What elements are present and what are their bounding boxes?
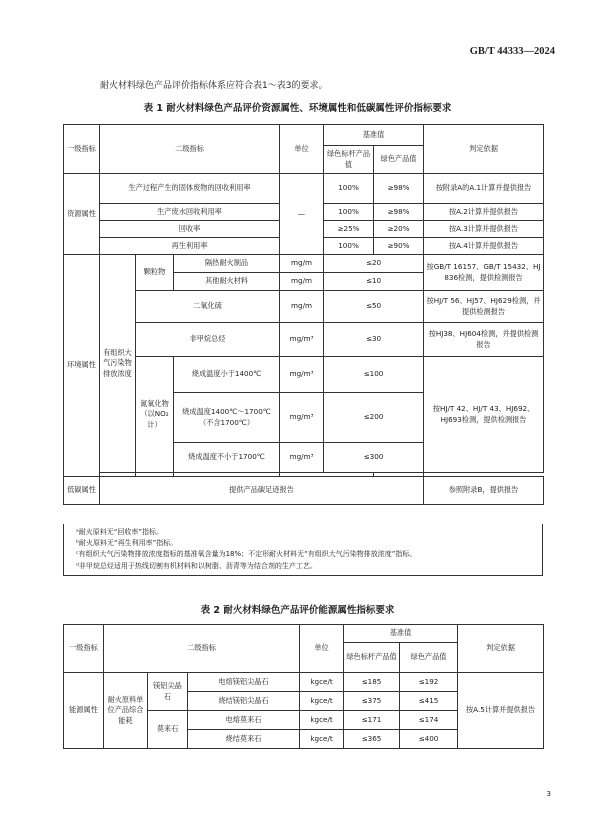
indicator: 再生利用率	[100, 238, 280, 255]
particle-label: 颗粒物	[136, 255, 174, 291]
unit: mg/m³	[280, 393, 324, 443]
basis: 按A.4计算并提供报告	[424, 238, 544, 255]
table1-caption: 表 1 耐火材料绿色产品评价资源属性、环境属性和低碳属性评价指标要求	[143, 103, 452, 114]
emission-label: 有组织大气污染物排放浓度	[100, 255, 136, 473]
indicator: 提供产品碳足迹报告	[100, 477, 424, 505]
basis: 按HJ38、HJ604检测，并提供检测报告	[424, 323, 544, 357]
header-bench: 绿色标杆产品值	[344, 643, 400, 673]
value: ≤20	[324, 255, 424, 273]
header-level2: 二级指标	[100, 125, 280, 174]
spinel-label: 镁铝尖晶石	[148, 673, 188, 711]
indicator: 回收率	[100, 221, 280, 238]
green-value: ≥98%	[374, 174, 424, 204]
unit: mg/m³	[280, 323, 324, 357]
green-value: ≥98%	[374, 204, 424, 221]
green-value: ≤192	[400, 673, 458, 692]
unit: mg/m³	[280, 443, 324, 473]
indicator: 非甲烷总烃	[136, 323, 280, 357]
unit: kgce/t	[300, 692, 344, 711]
unit: mg/m	[280, 255, 324, 273]
unit: mg/m	[280, 273, 324, 291]
bench-value: 100%	[324, 238, 374, 255]
indicator: 生产废水回收利用率	[100, 204, 280, 221]
header-green: 绿色产品值	[374, 146, 424, 174]
indicator: 隔热耐火制品	[174, 255, 280, 273]
indicator: 其他耐火材料	[174, 273, 280, 291]
indicator: 生产过程产生的固体废物的回收利用率	[100, 174, 280, 204]
indicator: 烧成温度小于1400℃	[174, 357, 280, 393]
unit: kgce/t	[300, 711, 344, 730]
unit: —	[280, 174, 324, 255]
green-value: ≤415	[400, 692, 458, 711]
basis: 按附录A的A.1计算并提供报告	[424, 174, 544, 204]
bench-value: 100%	[324, 204, 374, 221]
unit: kgce/t	[300, 730, 344, 749]
energy-sub-label: 耐火原料单位产品综合能耗	[104, 673, 148, 749]
table1-notes	[63, 524, 543, 576]
header-basis: 判定依据	[424, 125, 544, 174]
basis: 按A.2计算并提供报告	[424, 204, 544, 221]
table-row	[64, 323, 544, 357]
basis: 按HJ/T 56、HJ57、HJ629检测，并提供检测报告	[424, 291, 544, 323]
bench-value: ≤375	[344, 692, 400, 711]
basis: 参照附录B，提供报告	[424, 477, 544, 505]
standard-number: GB/T 44333—2024	[469, 46, 555, 57]
indicator: 烧成温度1400℃～1700℃（不含1700℃）	[174, 393, 280, 443]
basis: 按HJ/T 42、HJ/T 43、HJ692、HJ693检测，提供检测报告	[424, 357, 544, 473]
indicator: 烧结莫来石	[188, 730, 300, 749]
green-value: ≤400	[400, 730, 458, 749]
basis: 按A.5计算并提供报告	[458, 673, 544, 749]
table2-caption: 表 2 耐火材料绿色产品评价能源属性指标要求	[200, 605, 395, 616]
unit: kgce/t	[300, 673, 344, 692]
value: ≤50	[324, 291, 424, 323]
header-basis: 判定依据	[458, 625, 544, 673]
green-value: ≤174	[400, 711, 458, 730]
value: ≤300	[324, 443, 424, 473]
header-level1: 一级指标	[64, 125, 100, 174]
header-level1: 一级指标	[64, 625, 104, 673]
bench-value: ≤171	[344, 711, 400, 730]
header-base-value: 基准值	[324, 125, 424, 146]
energy-label: 能源属性	[64, 673, 104, 749]
bench-value: ≥25%	[324, 221, 374, 238]
intro-text: 耐火材料绿色产品评价指标体系应符合表1～表3的要求。	[100, 81, 328, 91]
value: ≤200	[324, 393, 424, 443]
bench-value: ≤365	[344, 730, 400, 749]
resource-label: 资源属性	[64, 174, 100, 255]
note: ᵇ耐火原料无“再生利用率”指标。	[76, 539, 178, 548]
header-level2: 二级指标	[104, 625, 300, 673]
table-row	[64, 477, 544, 505]
table1	[63, 124, 544, 505]
basis: 按GB/T 16157、GB/T 15432、HJ 836检测，提供检测报告	[424, 255, 544, 291]
bench-value: ≤185	[344, 673, 400, 692]
table-row	[64, 255, 544, 273]
header-bench: 绿色标杆产品值	[324, 146, 374, 174]
value: ≤10	[324, 273, 424, 291]
note: ᵈ非甲烷总烃适用于热线切割有机材料和以树脂、沥青等为结合剂的生产工艺。	[76, 561, 317, 570]
environment-label: 环境属性	[64, 255, 100, 477]
table-row	[64, 291, 544, 323]
indicator: 烧成温度不小于1700℃	[174, 443, 280, 473]
value: ≤100	[324, 357, 424, 393]
unit: mg/m³	[280, 357, 324, 393]
indicator: 电熔莫来石	[188, 711, 300, 730]
value: ≤30	[324, 323, 424, 357]
green-value: ≥90%	[374, 238, 424, 255]
table-row	[64, 673, 544, 692]
table-row	[64, 357, 544, 393]
note: ᶜ有组织大气污染物排放浓度指标的基准氧含量为18%；不定形耐火材料无“有组织大气污染物排放浓度”指标。	[76, 550, 417, 559]
carbon-label: 低碳属性	[64, 477, 100, 505]
table2	[63, 624, 544, 749]
header-unit: 单位	[300, 625, 344, 673]
table-row	[64, 174, 544, 204]
basis: 按A.3计算并提供报告	[424, 221, 544, 238]
header-unit: 单位	[280, 125, 324, 174]
mullite-label: 莫来石	[148, 711, 188, 749]
nox-label: 氮氧化物（以NO₂计）	[136, 357, 174, 473]
indicator: 烧结镁铝尖晶石	[188, 692, 300, 711]
header-base-value: 基准值	[344, 625, 458, 643]
note: ᵃ耐火原料无“回收率”指标。	[76, 528, 163, 536]
page-number: 3	[546, 790, 551, 798]
bench-value: 100%	[324, 174, 374, 204]
header-green: 绿色产品值	[400, 643, 458, 673]
indicator: 电熔镁铝尖晶石	[188, 673, 300, 692]
unit: mg/m	[280, 291, 324, 323]
indicator: 二氧化硫	[136, 291, 280, 323]
green-value: ≥20%	[374, 221, 424, 238]
